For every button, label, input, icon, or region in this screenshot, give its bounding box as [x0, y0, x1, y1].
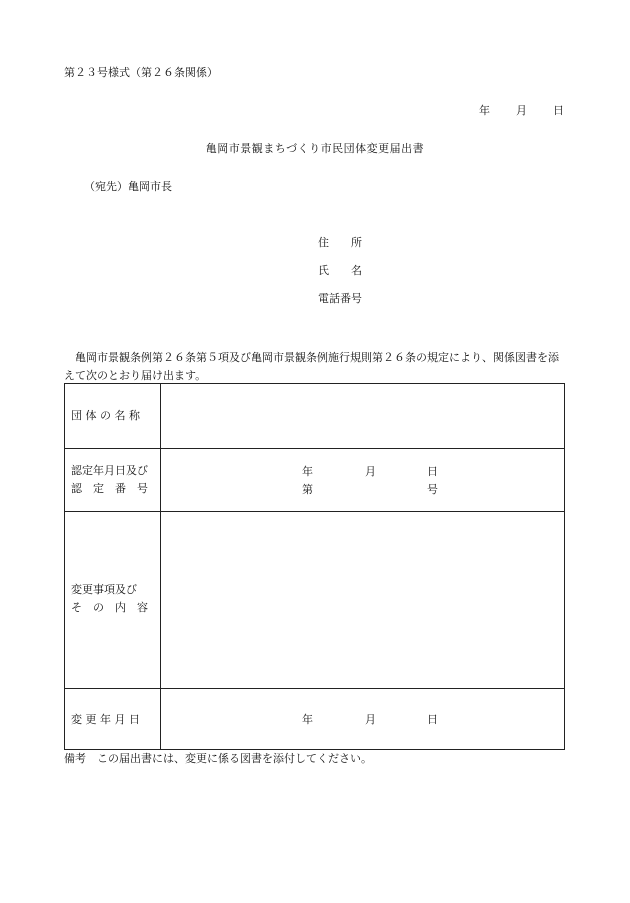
group-name-label-cell [65, 384, 161, 448]
table-row-group-name [65, 384, 564, 448]
cert-number-prefix: 第 [302, 483, 313, 496]
date-day: 日 [553, 104, 564, 117]
table-row-certification [65, 448, 564, 511]
date-year: 年 [479, 104, 490, 117]
applicant-phone-label: 電話番号 [318, 292, 362, 305]
change-date-label-cell [65, 689, 161, 749]
form-number: 第２３号様式（第２６条関係） [64, 66, 218, 79]
form-table [64, 383, 565, 750]
document-title: 亀岡市景観まちづくり市民団体変更届出書 [205, 142, 425, 155]
applicant-address-label: 住 所 [318, 236, 362, 249]
cert-date-label: 認定年月日及び [71, 464, 148, 477]
addressee: （宛先）亀岡市長 [84, 180, 172, 193]
table-row-change-details [65, 511, 564, 688]
remarks-note: 備考 この届出書には、変更に係る図書を添付してください。 [64, 752, 372, 765]
cert-day: 日 [427, 465, 438, 478]
change-label-cell [65, 512, 161, 688]
change-year: 年 [302, 713, 313, 726]
change-day: 日 [427, 713, 438, 726]
change-content-label: そ の 内 容 [71, 601, 148, 614]
change-details-label: 変更事項及び [71, 583, 137, 596]
cert-year: 年 [302, 465, 313, 478]
table-row-change-date [65, 688, 564, 749]
applicant-name-label: 氏 名 [318, 264, 362, 277]
cert-label-cell [65, 449, 161, 511]
group-name-label: 団 体 の 名 称 [71, 409, 140, 422]
cert-number-label: 認 定 番 号 [71, 482, 148, 495]
submission-date [479, 104, 564, 118]
body-text: 亀岡市景観条例第２６条第５項及び亀岡市景観条例施行規則第２６条の規定により、関係図書を添えて次のとおり届け出ます。 [64, 351, 559, 382]
cert-number-suffix: 号 [427, 483, 438, 496]
change-details-value[interactable] [162, 512, 564, 688]
change-month: 月 [365, 713, 376, 726]
cert-month: 月 [365, 465, 376, 478]
date-month: 月 [516, 104, 527, 117]
group-name-value[interactable] [162, 384, 564, 448]
change-date-label: 変 更 年 月 日 [71, 713, 140, 726]
